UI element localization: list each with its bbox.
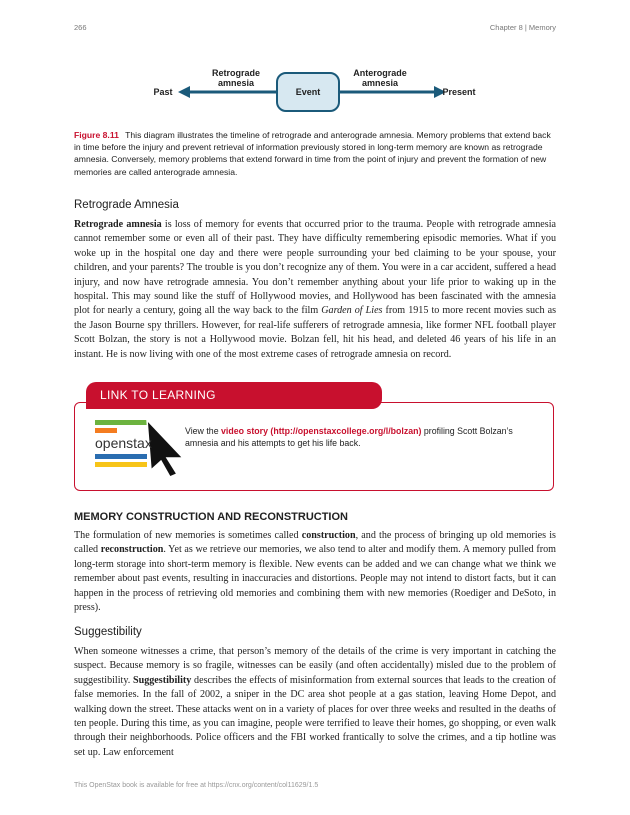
label-event: Event — [295, 87, 321, 97]
suggestibility-paragraph — [74, 645, 556, 760]
heading-suggestibility: Suggestibility — [74, 626, 142, 638]
retro-line-2: amnesia — [217, 78, 255, 88]
label-anterograde — [340, 68, 420, 88]
construction-paragraph — [74, 529, 556, 615]
antero-line-1: Anterograde — [353, 68, 407, 78]
film-title: Garden of Lies — [321, 305, 383, 317]
construction-t3: . Yet as we retrieve our memories, we also tend to alter and modify them. A memory pulled from long-term storage into short-term memory is flexible. New events can be added and we can change what we think we remember about past events, resulting in inaccuracies and distortions. People may not intend to distort facts, but it can happen in the process of retrieving old memories and combining them with new memories (Roediger and DeSoto, in press). — [74, 544, 557, 614]
antero-line-2: amnesia — [361, 78, 399, 88]
ltl-text-before: View the — [185, 426, 222, 436]
term-retrograde: Retrograde amnesia — [74, 219, 162, 230]
page-number: 266 — [74, 23, 87, 32]
heading-construction: MEMORY CONSTRUCTION AND RECONSTRUCTION — [74, 511, 348, 523]
retro-line-1: Retrograde — [211, 68, 260, 78]
construction-t2: , and the process of bringing up old memories is called — [74, 530, 556, 556]
term-suggestibility: Suggestibility — [132, 674, 192, 686]
video-story-link[interactable]: video story (http://openstaxcollege.org/l/bolzan) — [221, 426, 422, 436]
page-footer: This OpenStax book is available for free at https://cnx.org/content/col11629/1.5 — [74, 782, 319, 789]
openstax-logo-text: openstax — [95, 435, 152, 451]
suggestibility-t2: describes the effects of misinformation from external sources that leads to the creation of false memories. In the fall of 2002, a sniper in the DC area shot people at a gas station, leaving Home Depot, and walking down the street. These attacks went on in a variety of places for over three weeks and resulted in the deaths of ten people. During this time, as you can imagine, people were terrified to leave their homes, go shopping, or even walk through their neighborhoods. Police officers and the FBI worked frantically to solve the crimes, and a tip hotline was set up. Law enforcement — [74, 674, 556, 758]
chapter-title: Chapter 8 | Memory — [489, 23, 556, 32]
retrograde-paragraph — [74, 218, 556, 362]
heading-retrograde: Retrograde Amnesia — [74, 199, 179, 211]
figure-caption — [74, 129, 554, 178]
term-reconstruction: reconstruction — [100, 544, 164, 556]
link-to-learning-title: LINK TO LEARNING — [86, 382, 382, 409]
construction-t1: The formulation of new memories is sometimes called — [74, 530, 302, 541]
figure-caption-text: This diagram illustrates the timeline of retrograde and anterograde amnesia. Memory problems that extend back in time before the injury and prevent retrieval of information previously stored in long-term memory are known as retrograde amnesia. Conversely, memory problems that extend forward in time from the point of injury and prevent the formation of new memories are called anterograde amnesia. — [74, 130, 551, 177]
link-to-learning-text — [185, 425, 535, 450]
arrow-left — [178, 86, 190, 98]
amnesia-timeline-diagram — [150, 64, 480, 122]
ltl-text-after: profiling Scott Bolzan’s amnesia and his attempts to get his life back. — [185, 426, 513, 449]
cursor-icon — [147, 420, 183, 477]
label-past: Past — [153, 87, 173, 97]
retro-body-2: from 1915 to more recent movies such as the Jason Bourne spy thrillers. However, for real-life sufferers of retrograde amnesia, like former NFL football player Scott Bolzan, the story is not a Hollywood movie. Bolzan fell, hit his head, and deleted 46 years of his life in an instant. He is now living with one of the most extreme cases of retrograde amnesia on record. — [74, 305, 556, 360]
label-present: Present — [442, 87, 476, 97]
openstax-logo — [95, 420, 190, 478]
label-retrograde — [196, 68, 276, 88]
suggestibility-t1: When someone witnesses a crime, that person’s memory of the details of the crime is very important in catching the suspect. Because memory is so fragile, witnesses can be easily (and often accidentally) misled due to the problem of suggestibility. — [74, 646, 556, 686]
figure-number: Figure 8.11 — [74, 130, 119, 140]
retro-body-1: is loss of memory for events that occurred prior to the trauma. People with retrograde amnesia cannot remember some or even all of their past. They have difficulty remembering episodic memories. What if you woke up in the hospital one day and there were people surrounding your bed claiming to be your spouse, your children, and your parents? The trouble is you don’t recognize any of them. You were in a car accident, suffered a head injury, and now have retrograde amnesia. You don’t remember anything about your life prior to waking up in the hospital. This may sound like the stuff of Hollywood movies, and Hollywood has been fascinated with the amnesia plot for nearly a century, going all the way back to the film — [74, 219, 556, 317]
term-construction: construction — [301, 530, 356, 541]
